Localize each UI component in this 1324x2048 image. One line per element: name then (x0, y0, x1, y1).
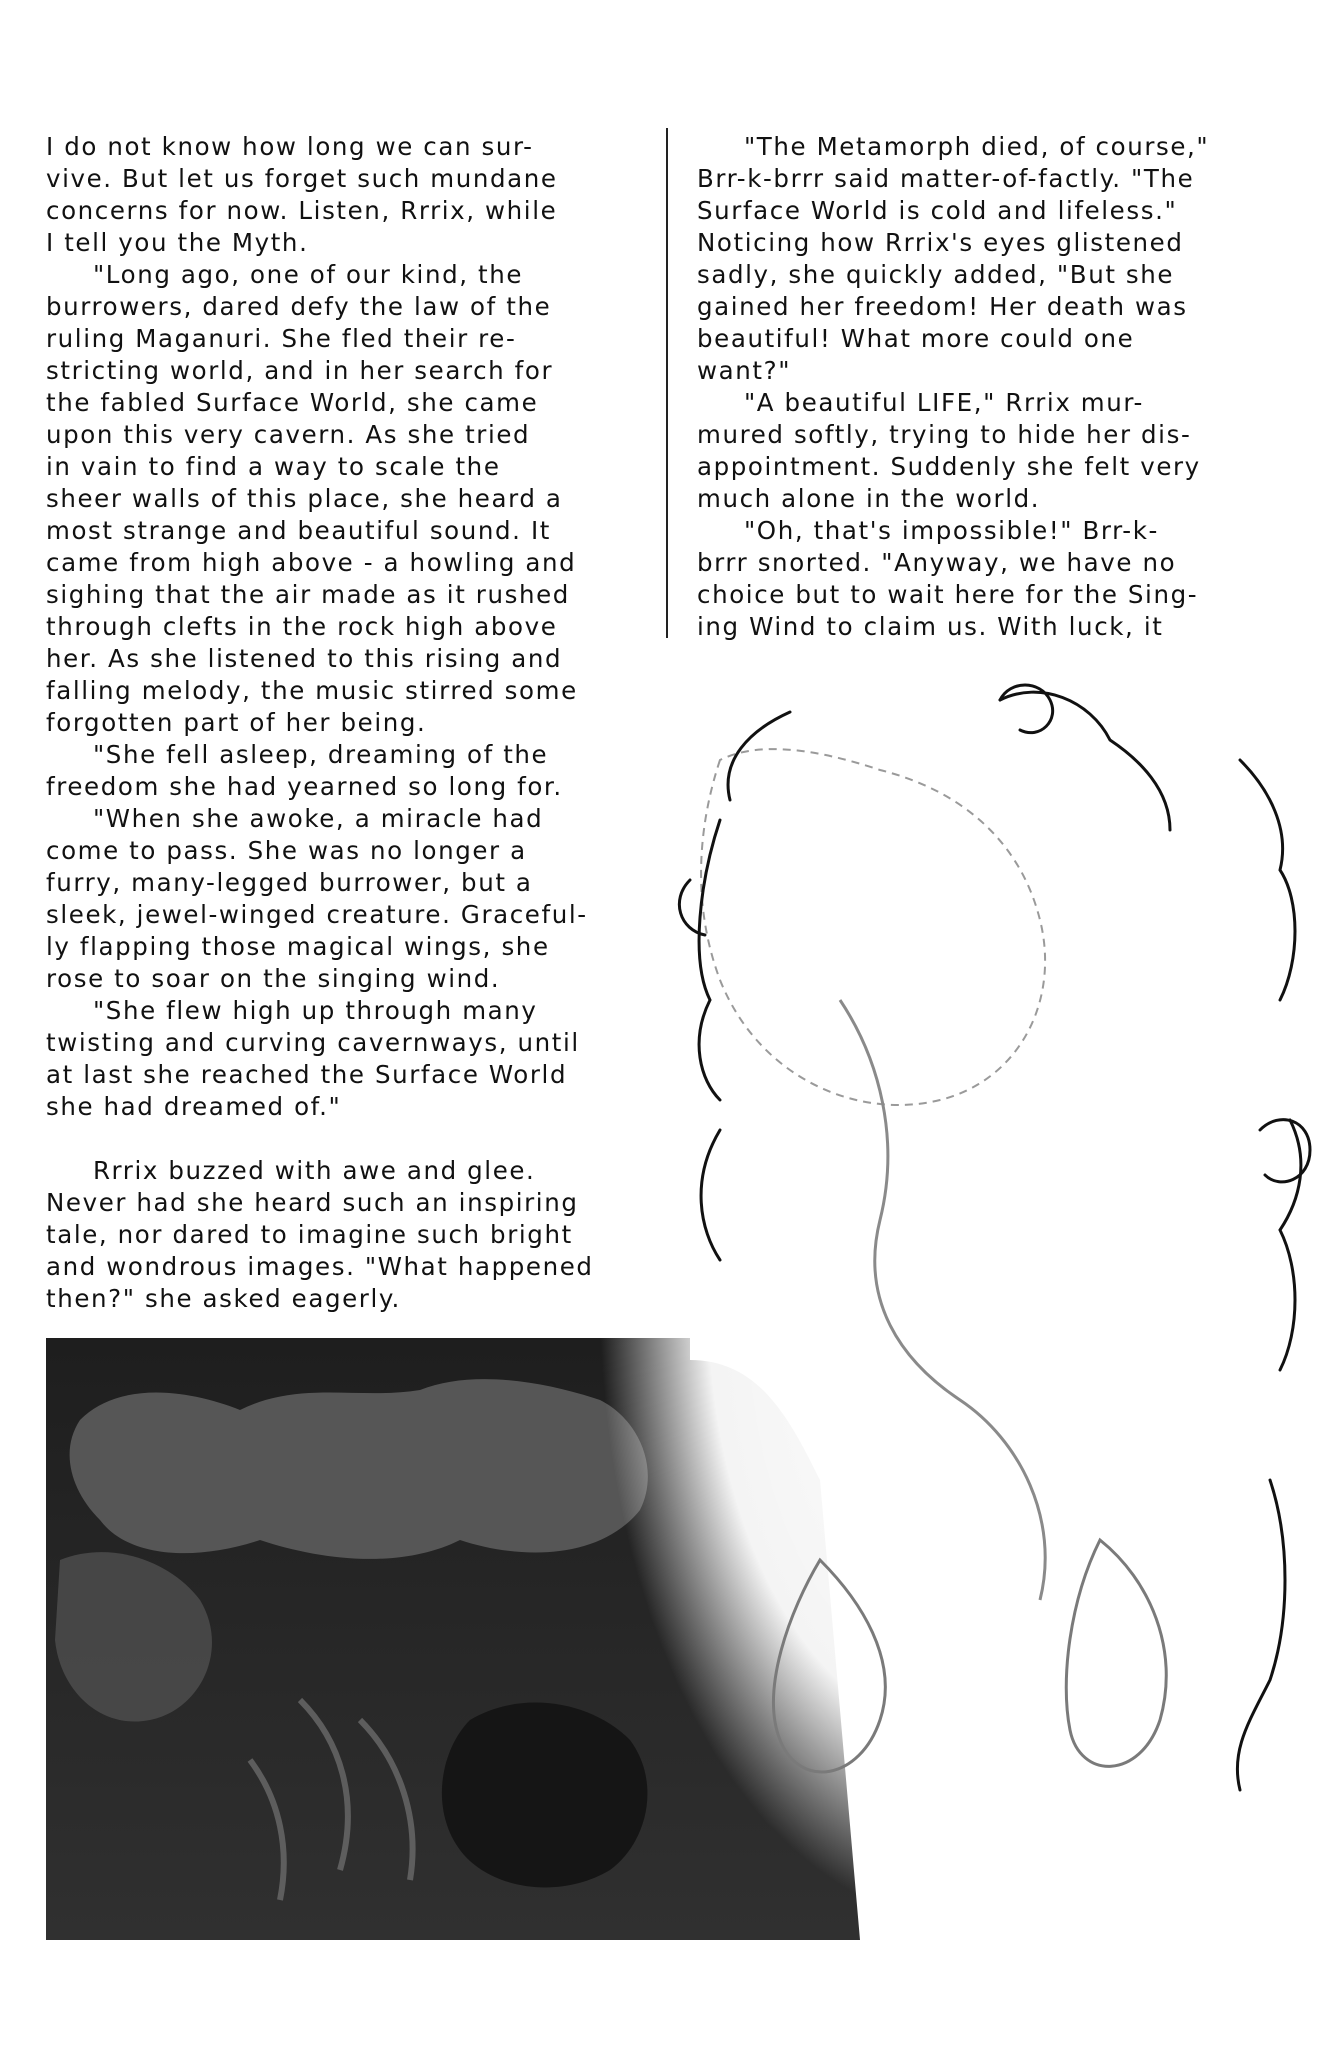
text-line: "Long ago, one of our kind, the (46, 260, 524, 289)
text-line: I tell you the Myth. (46, 228, 309, 257)
text-line: "Oh, that's impossible!" Brr-k- (697, 516, 1159, 545)
text-line: sighing that the air made as it rushed (46, 580, 570, 609)
text-line: concerns for now. Listen, Rrrix, while (46, 196, 558, 225)
paragraph-gap (46, 1123, 646, 1155)
text-line: Rrrix buzzed with awe and glee. (46, 1156, 536, 1185)
ink-swirl-curl (679, 685, 1310, 1182)
text-line: rose to soar on the singing wind. (46, 964, 501, 993)
text-line: Brr-k-brrr said matter-of-factly. "The (697, 164, 1195, 193)
ink-swirl-outline (699, 692, 1301, 1790)
text-line: "The Metamorph died, of course," (697, 132, 1210, 161)
text-line: freedom she had yearned so long for. (46, 772, 563, 801)
text-line: come to pass. She was no longer a (46, 836, 527, 865)
text-line: at last she reached the Surface World (46, 1060, 568, 1089)
text-line: through clefts in the rock high above (46, 612, 558, 641)
text-line: "She fell asleep, dreaming of the (46, 740, 549, 769)
text-line: then?" she asked eagerly. (46, 1284, 401, 1313)
rock-formation (55, 1552, 212, 1721)
text-line: mured softly, trying to hide her dis- (697, 420, 1192, 449)
text-line: most strange and beautiful sound. It (46, 516, 551, 545)
text-line: I do not know how long we can sur- (46, 132, 534, 161)
text-line: vive. But let us forget such mundane (46, 164, 558, 193)
creature-wing-pattern (774, 1540, 1167, 1772)
left-paragraphs (46, 131, 646, 1123)
text-line: stricting world, and in her search for (46, 356, 554, 385)
text-line: ing Wind to claim us. With luck, it (697, 612, 1164, 641)
text-line: "A beautiful LIFE," Rrrix mur- (697, 388, 1144, 417)
text-line: sadly, she quickly added, "But she (697, 260, 1175, 289)
text-line: "She flew high up through many (46, 996, 538, 1025)
text-line: her. As she listened to this rising and (46, 644, 563, 673)
text-line: much alone in the world. (697, 484, 1041, 513)
text-line: "When she awoke, a miracle had (46, 804, 544, 833)
text-line: ly flapping those magical wings, she (46, 932, 550, 961)
text-line: came from high above - a howling and (46, 548, 577, 577)
right-text-column (697, 131, 1297, 643)
column-divider (666, 128, 668, 638)
text-line: want?" (697, 356, 792, 385)
rock-shadow (442, 1703, 648, 1888)
left-text-column (46, 131, 646, 1315)
text-line: brrr snorted. "Anyway, we have no (697, 548, 1177, 577)
text-line: furry, many-legged burrower, but a (46, 868, 533, 897)
text-line: in vain to find a way to scale the (46, 452, 501, 481)
text-line: Noticing how Rrrix's eyes glistened (697, 228, 1184, 257)
text-line: Surface World is cold and lifeless." (697, 196, 1178, 225)
text-line: twisting and curving cavernways, until (46, 1028, 580, 1057)
text-line: falling melody, the music stirred some (46, 676, 578, 705)
creature-body (840, 1000, 1045, 1600)
text-line: Never had she heard such an inspiring (46, 1188, 579, 1217)
text-line: ruling Maganuri. She fled their re- (46, 324, 517, 353)
rock-formation (70, 1379, 648, 1559)
glow-halo (600, 680, 1320, 1920)
text-line: sheer walls of this place, she heard a (46, 484, 563, 513)
text-line: appointment. Suddenly she felt very (697, 452, 1201, 481)
left-paragraphs-after-break (46, 1155, 646, 1315)
cavern-dark-background (46, 1338, 860, 1940)
text-line: the fabled Surface World, she came (46, 388, 539, 417)
text-line: burrowers, dared defy the law of the (46, 292, 552, 321)
text-line: sleek, jewel-winged creature. Graceful- (46, 900, 588, 929)
text-line: tale, nor dared to imagine such bright (46, 1220, 573, 1249)
text-line: beautiful! What more could one (697, 324, 1135, 353)
text-line: gained her freedom! Her death was (697, 292, 1188, 321)
text-line: choice but to wait here for the Sing- (697, 580, 1199, 609)
plant-silhouette (250, 1700, 413, 1900)
text-line: upon this very cavern. As she tried (46, 420, 531, 449)
text-line: forgotten part of her being. (46, 708, 427, 737)
text-line: and wondrous images. "What happened (46, 1252, 594, 1281)
text-line: she had dreamed of." (46, 1092, 342, 1121)
creature-wing (701, 749, 1045, 1105)
